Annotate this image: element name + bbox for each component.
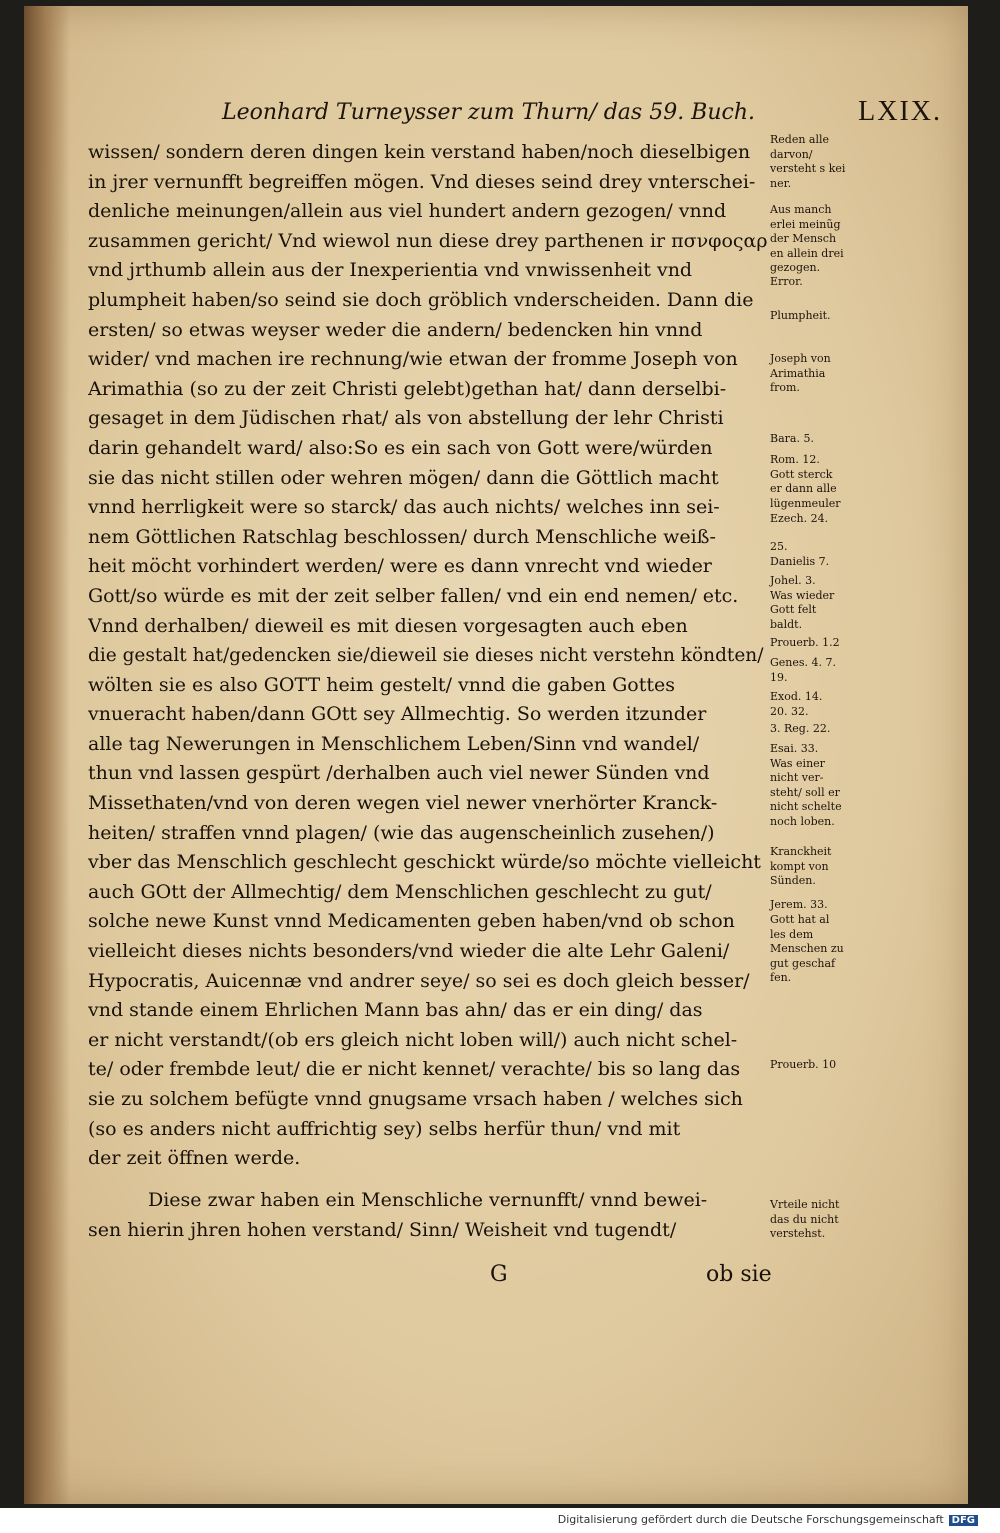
margin-note-line: gut geschaf: [770, 956, 836, 970]
margin-note-line: from.: [770, 381, 800, 394]
text-line: Gott/so würde es mit der zeit selber fallen/ vnd ein end nemen/ etc.: [88, 584, 739, 607]
second-paragraph: [88, 1186, 768, 1245]
margin-note-line: Kranckheit: [770, 845, 832, 858]
margin-note: [770, 636, 900, 651]
margin-note: [770, 309, 900, 324]
margin-note-line: Esai. 33.: [770, 742, 819, 755]
footer-credit-text: Digitalisierung gefördert durch die Deutsche Forschungsgemeinschaft: [557, 1513, 944, 1526]
margin-note-line: Bara. 5.: [770, 432, 814, 445]
margin-note-line: Danielis 7.: [770, 554, 830, 568]
margin-note-line: Aus manch: [770, 203, 832, 216]
margin-note-line: 19.: [770, 670, 788, 684]
margin-note-line: Was einer: [770, 756, 825, 770]
text-line: sen hierin jhren hohen verstand/ Sinn/ Weisheit vnd tugendt/: [88, 1218, 677, 1241]
text-line: alle tag Newerungen in Menschlichem Leben/Sinn vnd wandel/: [88, 732, 700, 755]
margin-note-line: Menschen zu: [770, 942, 844, 955]
margin-note-line: Prouerb. 10: [770, 1058, 837, 1071]
text-line: zusammen gericht/ Vnd wiewol nun diese drey parthenen ir πσνφοςαρ: [88, 229, 768, 252]
margin-note: [770, 898, 900, 913]
margin-note-line: Exod. 14.: [770, 690, 823, 703]
margin-note: [770, 432, 900, 447]
margin-note-line: Vrteile nicht: [770, 1198, 840, 1211]
margin-note-line: baldt.: [770, 617, 803, 631]
margin-note-line: Sünden.: [770, 874, 816, 887]
margin-note-line: Gott felt: [770, 603, 817, 616]
margin-note-line: fen.: [770, 971, 792, 984]
text-line: vber das Menschlich geschlecht geschickt würde/so möchte vielleicht: [88, 851, 761, 874]
margin-note-line: noch loben.: [770, 814, 835, 828]
text-line: in jrer vernunfft begreiffen mögen. Vnd dieses seind drey vnterschei-: [88, 170, 756, 193]
margin-note-line: Rom. 12.: [770, 453, 820, 466]
signature-mark: G: [490, 1262, 508, 1287]
margin-note: [770, 203, 900, 276]
text-line: gesaget in dem Jüdischen rhat/ als von abstellung der lehr Christi: [88, 407, 724, 430]
margin-note-line: verstehst.: [770, 1227, 826, 1240]
text-line: thun vnd lassen gespürt /derhalben auch viel newer Sünden vnd: [88, 762, 710, 785]
text-line: wissen/ sondern deren dingen kein verstand haben/noch dieselbigen: [88, 141, 751, 163]
text-line: darin gehandelt ward/ also:So es ein sach von Gott were/würden: [88, 436, 713, 459]
book-spine-shadow: [24, 6, 70, 1504]
margin-note: [770, 722, 900, 737]
folio-number: LXIX.: [858, 96, 942, 127]
text-line: Hypocratis, Auicennæ vnd andrer seye/ so sei es doch gleich besser/: [88, 969, 750, 992]
digitization-footer: [0, 1508, 1000, 1533]
text-line: Diese zwar haben ein Menschliche vernunfft/ vnnd bewei-: [148, 1189, 708, 1211]
text-line: auch GOtt der Allmechtig/ dem Menschlichen geschlecht zu gut/: [88, 880, 712, 903]
margin-note: [770, 512, 900, 527]
text-line: plumpheit haben/so seind sie doch gröblich vnderscheiden. Dann die: [88, 288, 754, 311]
margin-note: [770, 352, 900, 396]
margin-note: [770, 574, 900, 632]
margin-note-line: 3. Reg. 22.: [770, 722, 831, 735]
margin-note-line: Genes. 4. 7.: [770, 656, 837, 669]
text-line: ersten/ so etwas weyser weder die andern/ bedencken hin vnnd: [88, 318, 703, 341]
margin-note: [770, 453, 900, 511]
text-line: sie zu solchem befügte vnnd gnugsame vrsach haben / welches sich: [88, 1088, 743, 1110]
margin-note-line: Plumpheit.: [770, 309, 831, 322]
text-line: vnueracht haben/dann GOtt sey Allmechtig. So werden itzunder: [88, 703, 707, 726]
margin-note-line: Error.: [770, 275, 803, 288]
text-line: Missethaten/vnd von deren wegen viel newer vnerhörter Kranck-: [88, 792, 718, 815]
margin-note-line: Prouerb. 1.2: [770, 636, 840, 649]
margin-note-line: Arimathia: [770, 366, 826, 380]
text-line: solche newe Kunst vnnd Medicamenten geben haben/vnd ob schon: [88, 910, 735, 933]
margin-note: [770, 913, 900, 986]
margin-note-line: er dann alle: [770, 482, 837, 495]
margin-note-line: Gott hat al: [770, 913, 830, 926]
text-line: nem Göttlichen Ratschlag beschlossen/ durch Menschliche weiß-: [88, 525, 716, 548]
text-line: (so es anders nicht auffrichtig sey) selbs herfür thun/ vnd mit: [88, 1117, 681, 1140]
text-line: die gestalt hat/gedencken sie/dieweil sie dieses nicht verstehn köndten/: [88, 645, 764, 667]
margin-note: [770, 1198, 900, 1242]
text-line: te/ oder frembde leut/ die er nicht kennet/ verachte/ bis so lang das: [88, 1058, 741, 1081]
text-line: vnd jrthumb allein aus der Inexperientia vnd vnwissenheit vnd: [88, 259, 693, 282]
text-line: wider/ vnd machen ire rechnung/wie etwan der fromme Joseph von: [88, 348, 738, 371]
margin-note-line: ner.: [770, 176, 792, 190]
text-line: sie das nicht stillen oder wehren mögen/ dann die Göttlich macht: [88, 466, 719, 489]
margin-note: [770, 690, 900, 719]
margin-note-line: Gott sterck: [770, 467, 833, 481]
footer-credit: [558, 1513, 978, 1526]
dfg-logo-icon: DFG: [949, 1515, 978, 1526]
main-text-block: [88, 138, 768, 1174]
text-line: wölten sie es also GOTT heim gestelt/ vnnd die gaben Gottes: [88, 673, 675, 696]
margin-note-line: 20. 32.: [770, 704, 809, 718]
margin-note-line: Ezech. 24.: [770, 512, 829, 525]
margin-note-line: lügenmeuler: [770, 496, 841, 510]
margin-note: [770, 133, 900, 191]
text-line: Arimathia (so zu der zeit Christi gelebt)gethan hat/ dann derselbi-: [88, 377, 727, 400]
margin-note: [770, 845, 900, 889]
text-line: vielleicht dieses nichts besonders/vnd wieder die alte Lehr Galeni/: [88, 940, 730, 963]
text-line: vnd stande einem Ehrlichen Mann bas ahn/ das er ein ding/ das: [88, 999, 703, 1022]
margin-note-line: Johel. 3.: [770, 574, 816, 587]
text-line: heit möcht vorhindert werden/ were es dann vnrecht vnd wieder: [88, 555, 712, 578]
margin-note-line: erlei meinũg: [770, 217, 841, 231]
margin-note-line: nicht ver-: [770, 771, 824, 784]
catchword: ob sie: [706, 1262, 772, 1287]
text-line: denliche meinungen/allein aus viel hundert andern gezogen/ vnnd: [88, 200, 727, 223]
margin-note-line: darvon/: [770, 147, 813, 161]
margin-note-line: das du nicht: [770, 1212, 839, 1226]
margin-note-line: les dem: [770, 927, 814, 941]
text-line: heiten/ straffen vnnd plagen/ (wie das augenscheinlich zusehen/): [88, 821, 715, 844]
margin-note: [770, 1058, 900, 1073]
text-line: der zeit öffnen werde.: [88, 1147, 301, 1170]
margin-note-line: kompt von: [770, 859, 829, 873]
text-line: Vnnd derhalben/ dieweil es mit diesen vorgesagten auch eben: [88, 614, 688, 637]
margin-note: [770, 656, 900, 685]
margin-note: [770, 742, 900, 829]
margin-note-line: steht/ soll er: [770, 785, 840, 799]
running-head: Leonhard Turneysser zum Thurn/ das 59. Buch.: [222, 100, 756, 125]
margin-note-line: nicht schelte: [770, 800, 842, 813]
margin-note-line: en allein drei: [770, 246, 844, 260]
text-line: vnnd herrligkeit were so starck/ das auch nichts/ welches inn sei-: [88, 496, 720, 519]
margin-note-line: Was wieder: [770, 588, 835, 602]
margin-note-line: 25.: [770, 540, 788, 553]
text-line: er nicht verstandt/(ob ers gleich nicht loben will/) auch nicht schel-: [88, 1028, 738, 1051]
margin-note-line: der Mensch: [770, 232, 837, 245]
margin-note: [770, 540, 900, 569]
margin-note-line: gezogen.: [770, 261, 821, 274]
margin-note: [770, 275, 900, 290]
margin-note-line: Reden alle: [770, 133, 830, 146]
margin-note-line: versteht s kei: [770, 162, 846, 175]
margin-note-line: Joseph von: [770, 352, 831, 365]
margin-note-line: Jerem. 33.: [770, 898, 828, 911]
